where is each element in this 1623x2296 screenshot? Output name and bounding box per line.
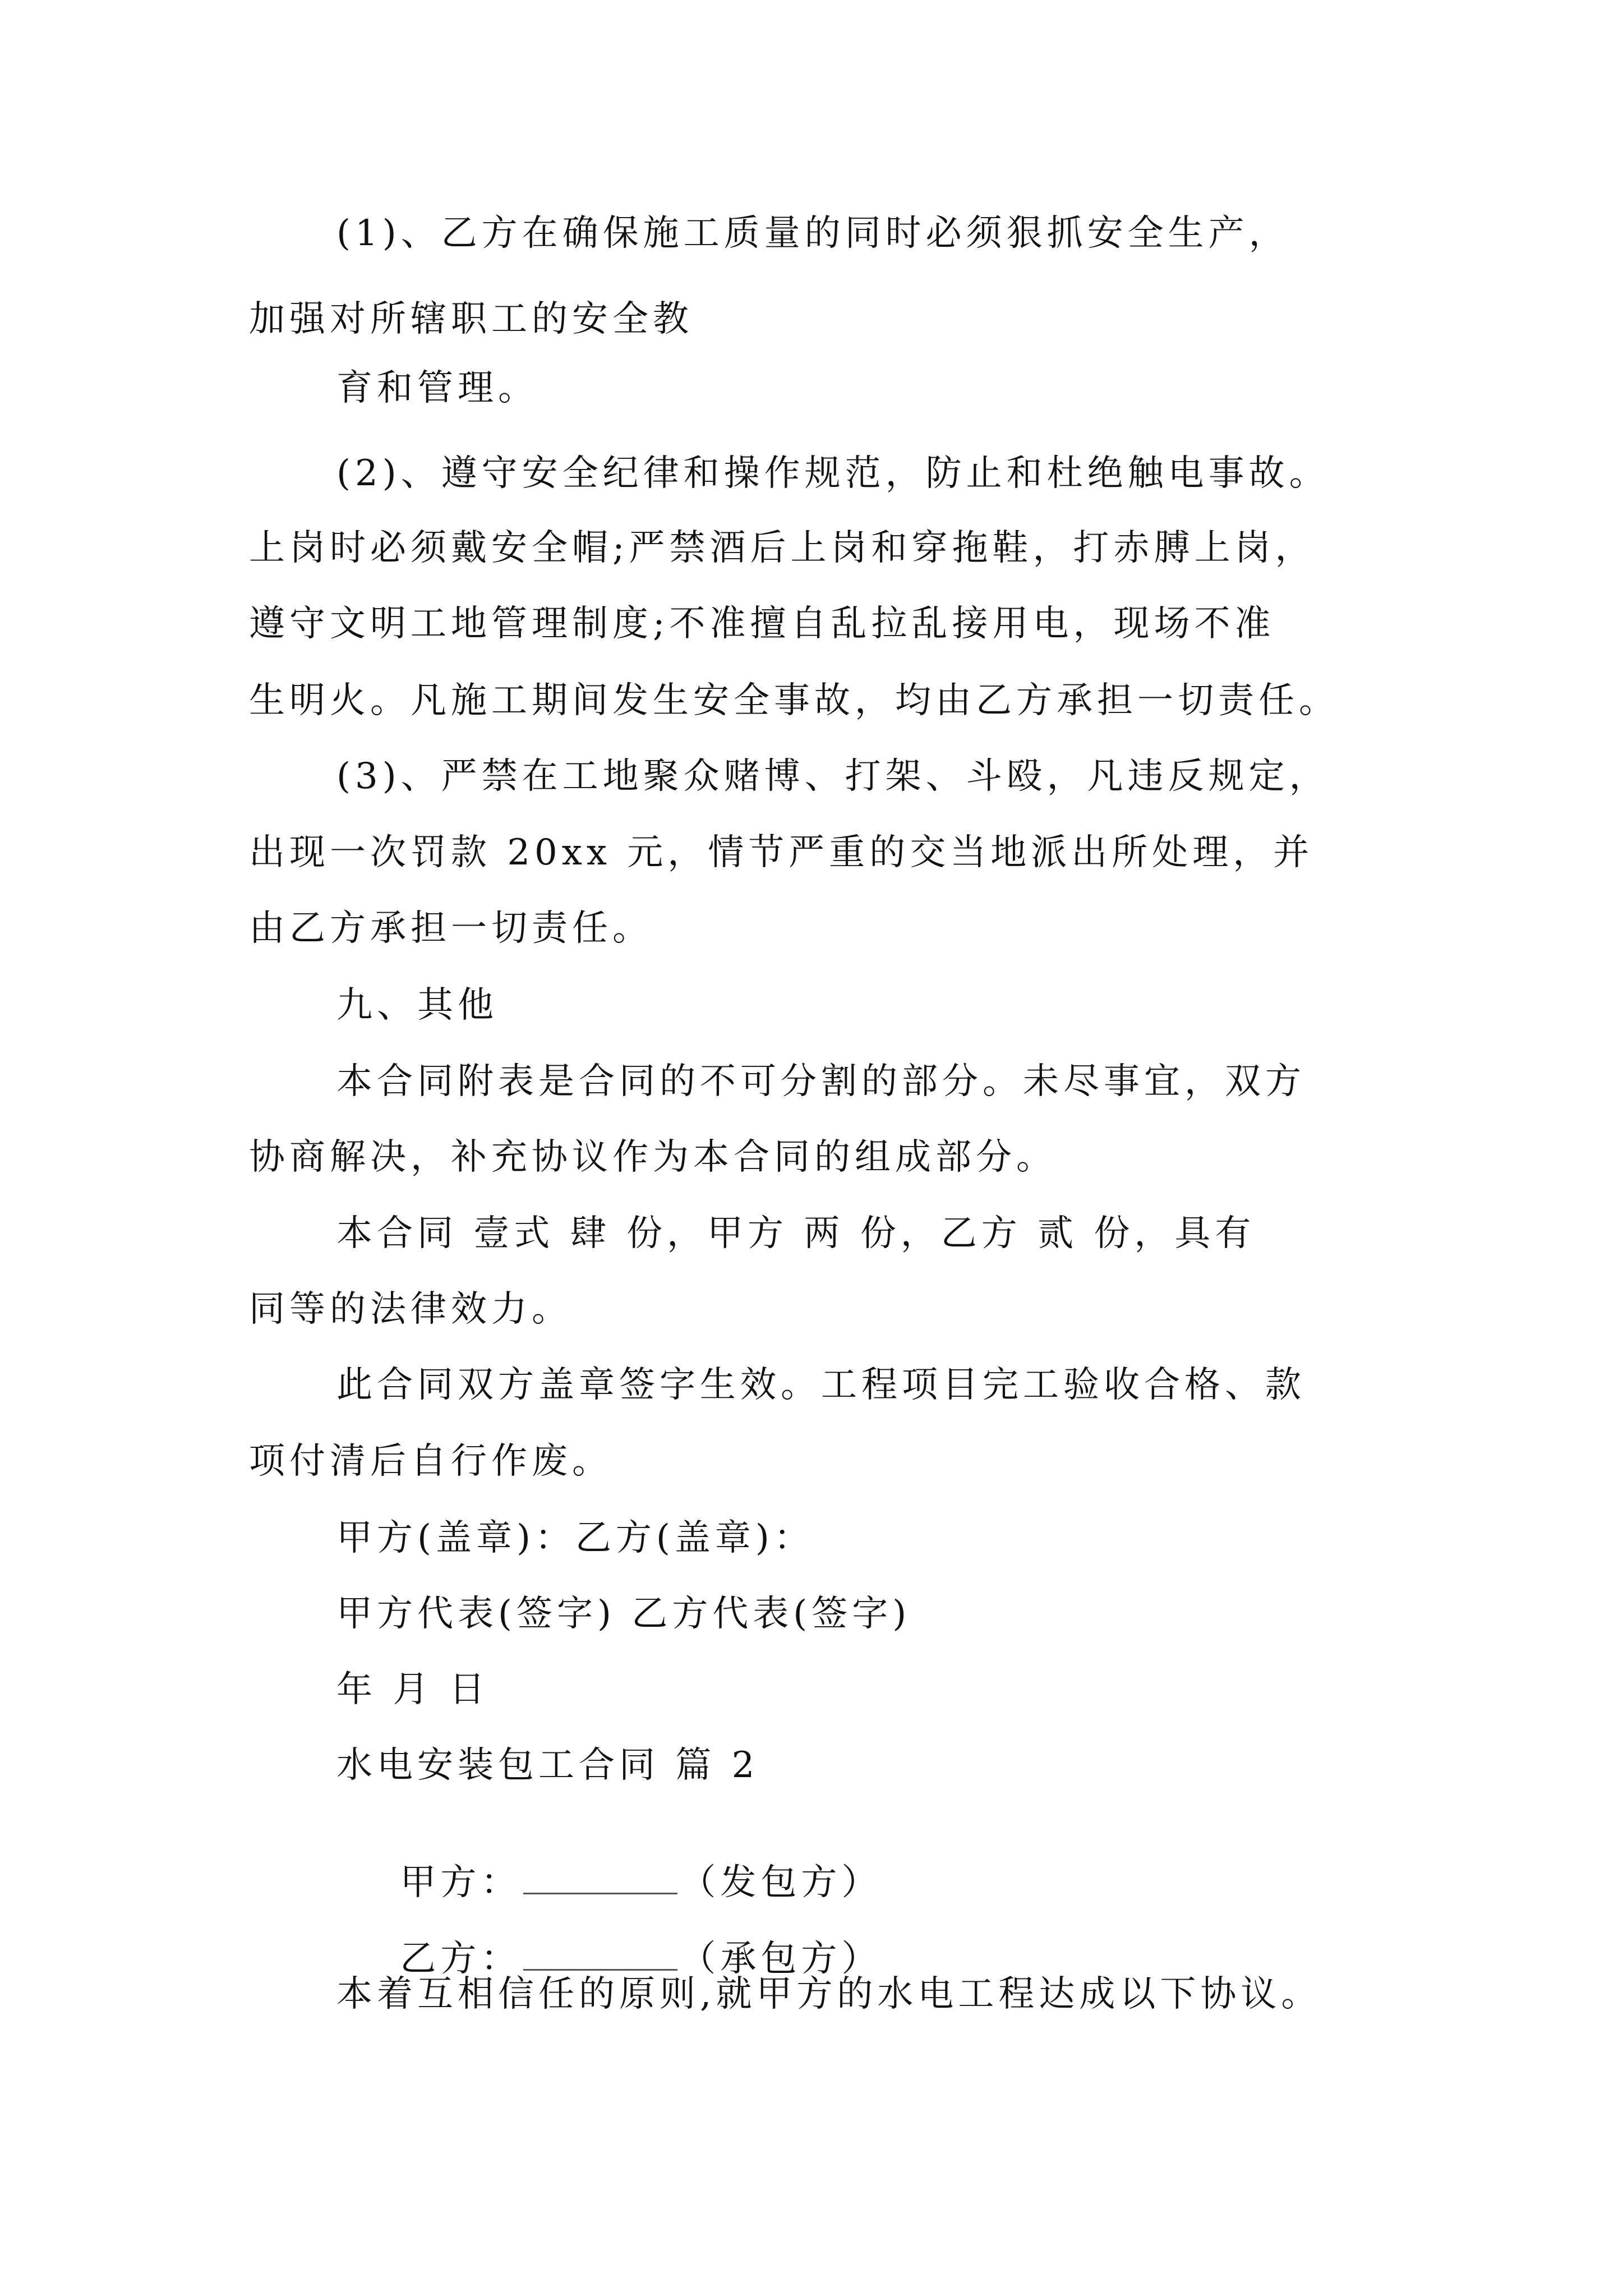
contract-title: 水电安装包工合同 篇 2 [336,1745,759,1786]
party-a-label: 甲方： [400,1862,522,1903]
party-b-label: 乙方： [400,1938,522,1980]
paragraph-line: 协商解决，补充协议作为本合同的组成部分。 [249,1137,1057,1178]
paragraph-line: 本合同附表是合同的不可分割的部分。未尽事宜，双方 [336,1061,1306,1102]
party-b-role: （承包方） [680,1938,882,1980]
date-line: 年 月 日 [336,1669,490,1710]
seal-line: 甲方(盖章)：乙方(盖章)： [336,1517,814,1559]
paragraph-line: 项付清后自行作废。 [249,1441,612,1482]
closing-line: 本着互相信任的原则,就甲方的水电工程达成以下协议。 [336,1973,1322,2015]
paragraph-line: 遵守文明工地管理制度;不准擅自乱拉乱接用电，现场不准 [249,603,1275,645]
paragraph-line: 出现一次罚款 20xx 元，情节严重的交当地派出所处理，并 [249,832,1314,873]
paragraph-line: 同等的法律效力。 [249,1289,572,1330]
paragraph-line: 本合同 壹式 肆 份，甲方 两 份，乙方 贰 份，具有 [336,1213,1256,1254]
party-a-role: （发包方） [680,1862,882,1903]
paragraph-line: 生明火。凡施工期间发生安全事故，均由乙方承担一切责任。 [249,680,1339,721]
party-a-blank [523,1860,677,1894]
paragraph-line: 此合同双方盖章签字生效。工程项目完工验收合格、款 [336,1364,1306,1406]
paragraph-line: (1)、乙方在确保施工质量的同时必须狠抓安全生产， [336,213,1289,254]
paragraph-line: 育和管理。 [336,367,538,409]
party-b-blank [523,1936,677,1971]
signature-line: 甲方代表(签字) 乙方代表(签字) [336,1593,911,1635]
paragraph-line: (2)、遵守安全纪律和操作规范，防止和杜绝触电事故。 [336,453,1330,494]
section-heading: 九、其他 [336,984,498,1026]
paragraph-line: 由乙方承担一切责任。 [249,908,653,949]
paragraph-line: 加强对所辖职工的安全教 [249,298,693,340]
paragraph-line: 上岗时必须戴安全帽;严禁酒后上岗和穿拖鞋，打赤膊上岗， [249,527,1316,569]
paragraph-line: (3)、严禁在工地聚众赌博、打架、斗殴，凡违反规定， [336,756,1330,797]
